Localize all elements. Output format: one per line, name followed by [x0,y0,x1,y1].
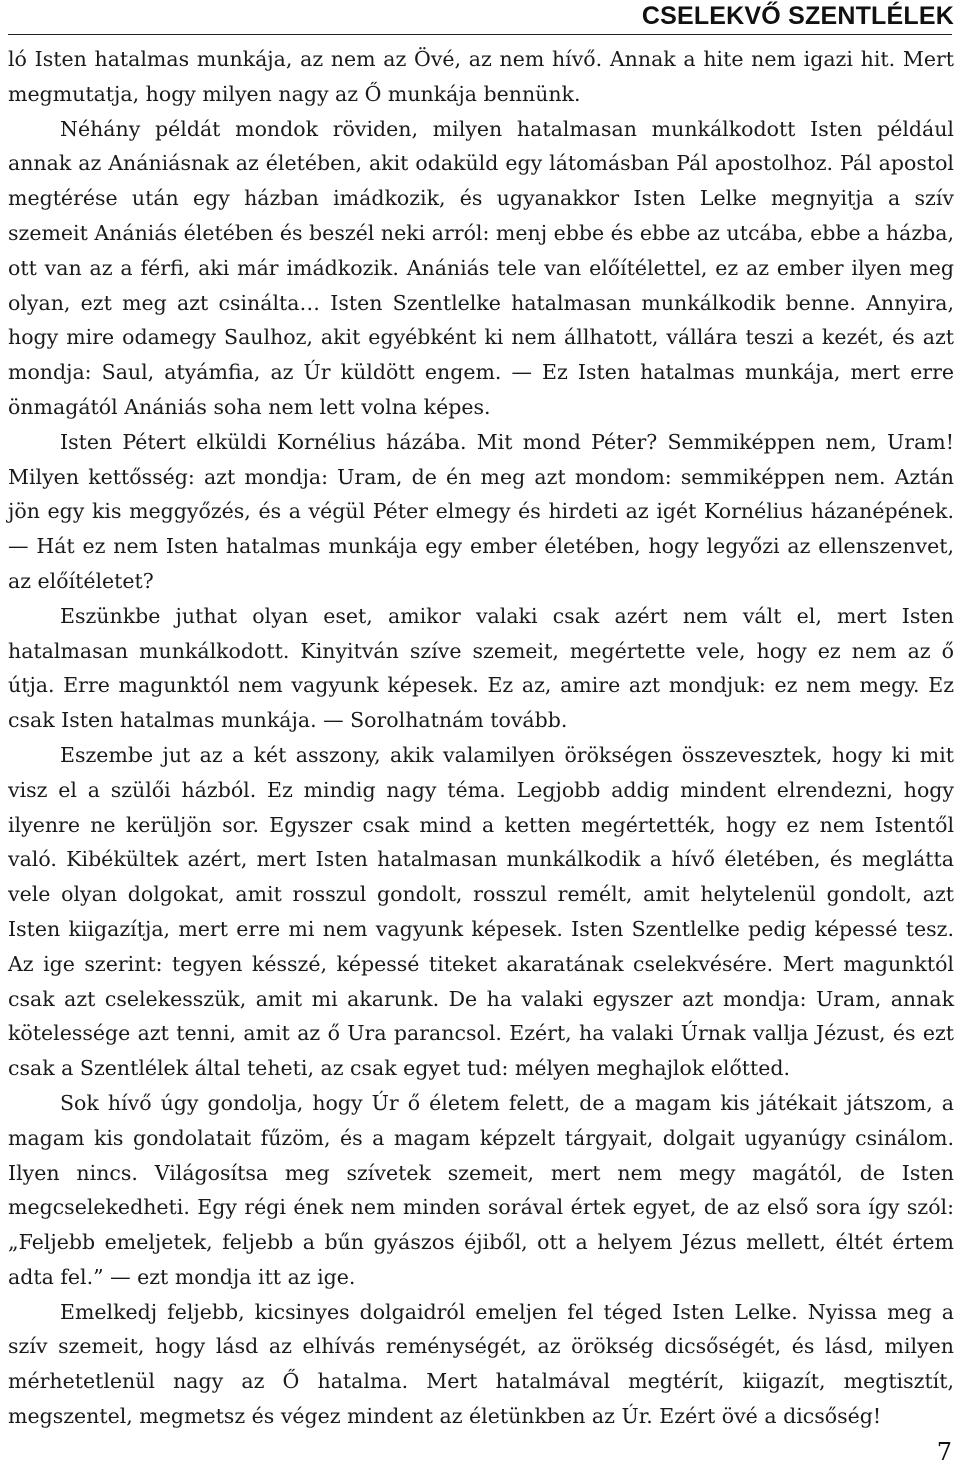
body-text [8,42,954,1434]
paragraph: Emelkedj feljebb, kicsinyes dolgaidról emeljen fel téged Isten Lelke. Nyissa meg a szív szemeit, hogy lásd az elhívás reménységét, az örökség dicsőségét, és lásd, milyen mérhetetlenül nagy az Ő hatalma. Mert hatalmával megtérít, kiigazít, megtisztít, megszentel, megmetsz és végez mindent az életünkben az Úr. Ezért övé a dicsőség! [8,1299,954,1429]
running-header-title: CSELEKVŐ SZENTLÉLEK [641,2,954,30]
paragraph: Isten Pétert elküldi Kornélius házába. Mit mond Péter? Semmiképpen nem, Uram! Milyen kettősség: azt mondja: Uram, de én meg azt mondom: semmiképpen nem. Aztán jön egy kis meggyőzés, és a végül Péter elmegy és hirdeti az igét Kornélius házanépének. — Hát ez nem Isten hatalmas munkája egy ember életében, hogy legyőzi az ellenszenvet, az előítéletet? [8,429,954,593]
page-number: 7 [936,1438,952,1466]
paragraph-continued: ló Isten hatalmas munkája, az nem az Övé, az nem hívő. Annak a hite nem igazi hit. Mert megmutatja, hogy milyen nagy az Ő munkája bennünk. [8,47,954,106]
header-divider [8,34,952,35]
paragraph: Eszünkbe juthat olyan eset, amikor valaki csak azért nem vált el, mert Isten hatalmasan munkálkodott. Kinyitván szíve szemeit, megértette vele, hogy ez nem az ő útja. Erre magunktól nem vagyunk képesek. Ez az, amire azt mondjuk: ez nem megy. Ez csak Isten hatalmas munkája. — Sorolhatnám tovább. [8,603,954,733]
paragraph: Eszembe jut az a két asszony, akik valamilyen örökségen összevesztek, hogy ki mit visz el a szülői házból. Ez mindig nagy téma. Legjobb addig mindent elrendezni, hogy ilyenre ne kerüljön sor. Egyszer csak mind a ketten megértették, hogy ez nem Istentől való. Kibékültek azért, mert Isten hatalmasan munkálkodik a hívő életében, és meglátta vele olyan dolgokat, amit rosszul gondolt, rosszul remélt, amit helytelenül gondolt, azt Isten kiigazítja, mert erre mi nem vagyunk képesek. Isten Szentlelke pedig képessé tesz. Az ige szerint: tegyen késszé, képessé titeket akaratának cselekvésére. Mert magunktól csak azt cselekesszük, amit mi akarunk. De ha valaki egyszer azt mondja: Uram, annak kötelessége azt tenni, amit az ő Ura parancsol. Ezért, ha valaki Úrnak vallja Jézust, és ezt csak a Szentlélek által teheti, az csak egyet tud: mélyen meghajlok előtted. [8,742,954,1081]
paragraph: Sok hívő úgy gondolja, hogy Úr ő életem felett, de a magam kis játékait játszom, a magam kis gondolatait fűzöm, és a magam képzelt tárgyait, dolgait ugyanúgy csinálom. Ilyen nincs. Világosítsa meg szívetek szemeit, mert nem megy magától, de Isten megcselekedheti. Egy régi ének nem minden sorával értek egyet, de az első sora így szól: „Feljebb emeljetek, feljebb a bűn gyászos éjiből, ott a helyem Jézus mellett, éltét értem adta fel.” — ezt mondja itt az ige. [8,1090,954,1289]
paragraph: Néhány példát mondok röviden, milyen hatalmasan munkálkodott Isten például annak az Anániásnak az életében, akit odaküld egy látomásban Pál apostolhoz. Pál apostol megtérése után egy házban imádkozik, és ugyanakkor Isten Lelke megnyitja a szív szemeit Anániás életében és beszél neki arról: menj ebbe és ebbe az utcába, ebbe a házba, ott van az a férfi, aki már imádkozik. Anániás tele van előítélettel, ez az ember ilyen meg olyan, ezt meg azt csinálta… Isten Szentlelke hatalmasan munkálkodik benne. Annyira, hogy mire odamegy Saulhoz, akit egyébként ki nem állhatott, vállára teszi a kezét, és azt mondja: Saul, atyámfia, az Úr küldött engem. — Ez Isten hatalmas munkája, mert erre önmagától Anániás soha nem lett volna képes. [8,116,954,419]
